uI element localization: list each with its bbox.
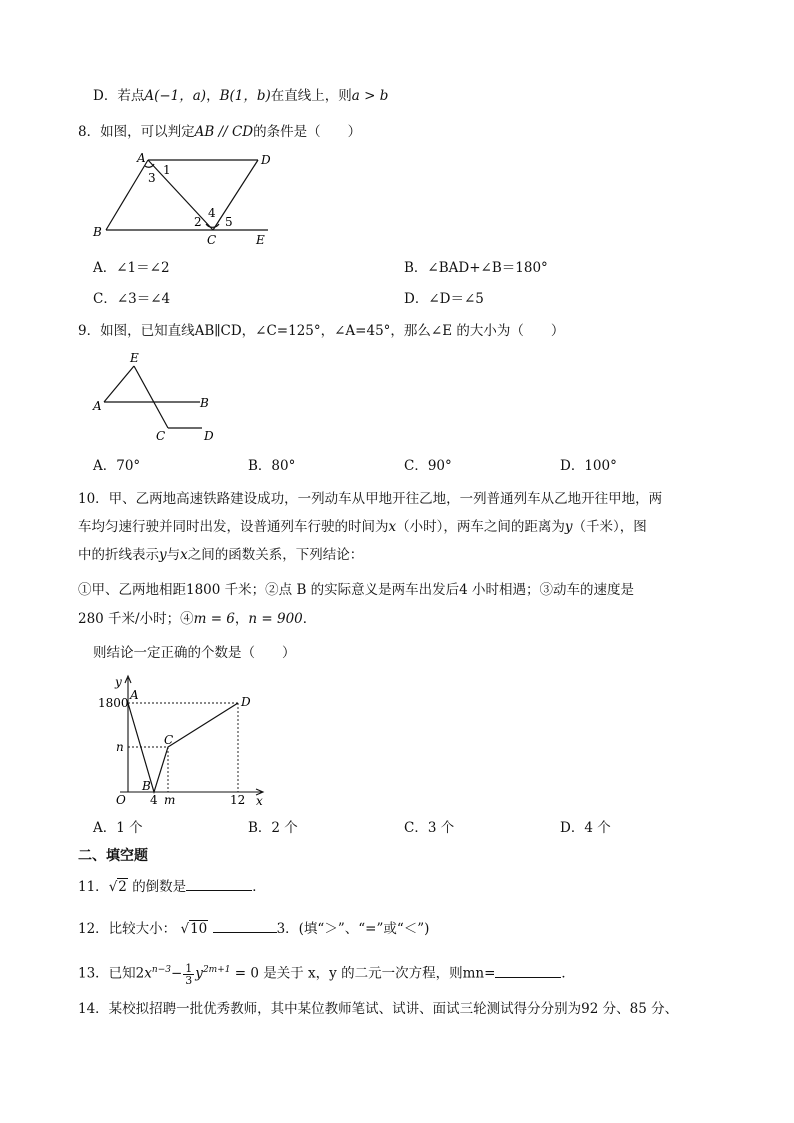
q10-line5: [78, 609, 316, 629]
q8-label-e: E: [256, 233, 265, 247]
q11-sqrt-sign: √: [108, 879, 118, 895]
q13-fraction: [183, 963, 194, 986]
q10-label-b: B: [142, 779, 151, 793]
q10-label-d: D: [241, 695, 251, 709]
q10-label-origin: O: [116, 793, 126, 807]
q10-line5-sep: ，: [234, 611, 249, 627]
q13-end: ．: [561, 965, 575, 982]
q8-angle-1: 1: [163, 163, 171, 177]
q7-comparison: a > b: [351, 88, 389, 104]
q7-option-d: [93, 86, 388, 106]
q10-line3-y: y: [159, 547, 167, 563]
q10-line5-end: ．: [302, 611, 317, 627]
q7-optd-mid: 在直线上，则: [270, 88, 352, 104]
q9-option-a: A．70°: [93, 458, 141, 474]
q10-line3: [78, 545, 363, 565]
q10-graph: [90, 672, 280, 812]
q14-line1: 14．某校拟招聘一批优秀教师，其中某位教师笔试、试讲、面试三轮测试得分分别为92 分、85 分、: [78, 1001, 679, 1017]
q13-prefix: 13．已知2: [78, 965, 145, 982]
q10-line6: 则结论一定正确的个数是（ ）: [93, 645, 296, 661]
q13-exp-2: 2m+1: [202, 965, 231, 975]
q8-line-ac: [148, 160, 213, 230]
q10-var-x: x: [388, 519, 397, 535]
q10-label-c: C: [164, 733, 174, 747]
q10-tick-1800: 1800: [98, 696, 129, 710]
q10-line3-x: x: [180, 547, 188, 563]
q10-line5-a: 280 千米/小时；④: [78, 611, 194, 627]
q8-angle-5: 5: [225, 215, 233, 229]
q13-minus: −: [170, 965, 183, 982]
q10-label-x: x: [256, 794, 263, 808]
q8-angle-4: 4: [208, 206, 216, 220]
q8-stem: [78, 122, 361, 142]
q10-line5-m: m = 6: [193, 611, 235, 627]
q9-figure: [90, 348, 230, 448]
q13-frac-den: 3: [185, 973, 193, 987]
q13-equals: = 0: [234, 965, 259, 982]
q10-option-b: B．2 个: [248, 820, 298, 836]
q13-answer-blank[interactable]: [495, 963, 561, 978]
q8-label-a: A: [137, 151, 146, 165]
q10-tick-12: 12: [230, 793, 246, 807]
q8-figure: [88, 148, 288, 248]
q8-line-cd: [213, 160, 258, 230]
q8-line-ab: [106, 160, 148, 230]
q13-exp-1: n−3: [151, 965, 171, 975]
q9-option-d: D．100°: [560, 458, 617, 474]
q9-option-c: C．90°: [404, 458, 452, 474]
q12-answer-blank[interactable]: [213, 918, 277, 933]
q10-line2-a: 车均匀速行驶并同时出发，设普通列车行驶的时间为: [78, 519, 389, 535]
q8-label-c: C: [207, 233, 217, 247]
q10-label-a: A: [130, 688, 139, 702]
q10-tick-m: m: [164, 793, 176, 807]
q8-stem-prefix: 8．如图，可以判定: [78, 124, 195, 140]
q9-label-e: E: [130, 351, 139, 365]
q9-label-b: B: [200, 396, 209, 410]
q10-option-c: C．3 个: [404, 820, 455, 836]
q12-suffix: 3．(填“＞”、“=”或“＜”): [276, 921, 430, 937]
q8-option-a: A．∠1＝∠2: [93, 260, 170, 276]
q11-radicand: 2: [118, 879, 127, 895]
q8-label-b: B: [93, 225, 102, 239]
q13: [78, 958, 575, 987]
q10-line4: ①甲、乙两地相距1800 千米；②点 B 的实际意义是两车出发后4 小时相遇；③动车的速度是: [78, 582, 635, 598]
q9-label-a: A: [93, 399, 102, 413]
q8-option-b: B．∠BAD+∠B＝180°: [404, 260, 548, 276]
q10-line3-c: 之间的函数关系，下列结论：: [187, 547, 364, 563]
q7-optd-prefix: D．若点: [93, 88, 145, 104]
q13-suffix: 是关于 x，y 的二元一次方程，则mn=: [263, 965, 496, 982]
q10-line2-b: （小时），两车之间的距离为: [396, 519, 565, 535]
q10-label-y: y: [115, 675, 122, 689]
section-title-fill-in: 二、填空题: [78, 848, 148, 864]
q9-option-b: B．80°: [248, 458, 296, 474]
q12-sqrt-sign: √: [180, 921, 190, 937]
q10-option-a: A．1 个: [93, 820, 143, 836]
q10-line1: 10．甲、乙两地高速铁路建设成功，一列动车从甲地开往乙地，一列普通列车从乙地开往甲地，两: [78, 491, 663, 507]
q7-point-b: B(1，b): [219, 88, 271, 104]
q10-line5-n: n = 900: [248, 611, 303, 627]
q9-stem: 9．如图，已知直线AB∥CD，∠C=125°，∠A=45°，那么∠E 的大小为（ ）: [78, 323, 565, 339]
q7-point-a: A(−1，a): [144, 88, 207, 104]
q11-prefix: 11．: [78, 879, 109, 895]
q12: [78, 918, 429, 939]
q10-var-y: y: [564, 519, 573, 535]
q8-stem-suffix: 的条件是（ ）: [253, 124, 362, 140]
q12-prefix: 12．比较大小：: [78, 921, 177, 937]
q10-line2: [78, 517, 647, 537]
q13-var-y: y: [195, 965, 203, 982]
q8-option-c: C．∠3＝∠4: [93, 291, 171, 307]
q11-answer-blank[interactable]: [186, 876, 252, 891]
q8-option-d: D．∠D＝∠5: [404, 291, 484, 307]
q9-line-ec: [134, 366, 168, 428]
q11-end: ．: [252, 879, 266, 895]
q11: [78, 876, 266, 897]
q10-line2-c: （千米），图: [572, 519, 647, 535]
q8-angle-2: 2: [194, 215, 202, 229]
q7-sep: ，: [206, 88, 220, 104]
q10-tick-4: 4: [150, 793, 158, 807]
q8-angle-3: 3: [148, 171, 156, 185]
q10-option-d: D．4 个: [560, 820, 611, 836]
q9-label-d: D: [204, 429, 214, 443]
q10-tick-n: n: [116, 740, 124, 754]
q13-frac-num: 1: [185, 961, 193, 975]
q9-label-c: C: [156, 429, 166, 443]
q8-label-d: D: [261, 153, 271, 167]
q12-radicand: 10: [190, 921, 208, 937]
q9-line-ae: [104, 366, 134, 402]
q10-line3-b: 与: [166, 547, 181, 563]
q11-suffix: 的倒数是: [132, 879, 187, 895]
q10-line3-a: 中的折线表示: [78, 547, 159, 563]
q13-var-x: x: [144, 965, 152, 982]
q8-stem-math: AB // CD: [194, 124, 254, 140]
